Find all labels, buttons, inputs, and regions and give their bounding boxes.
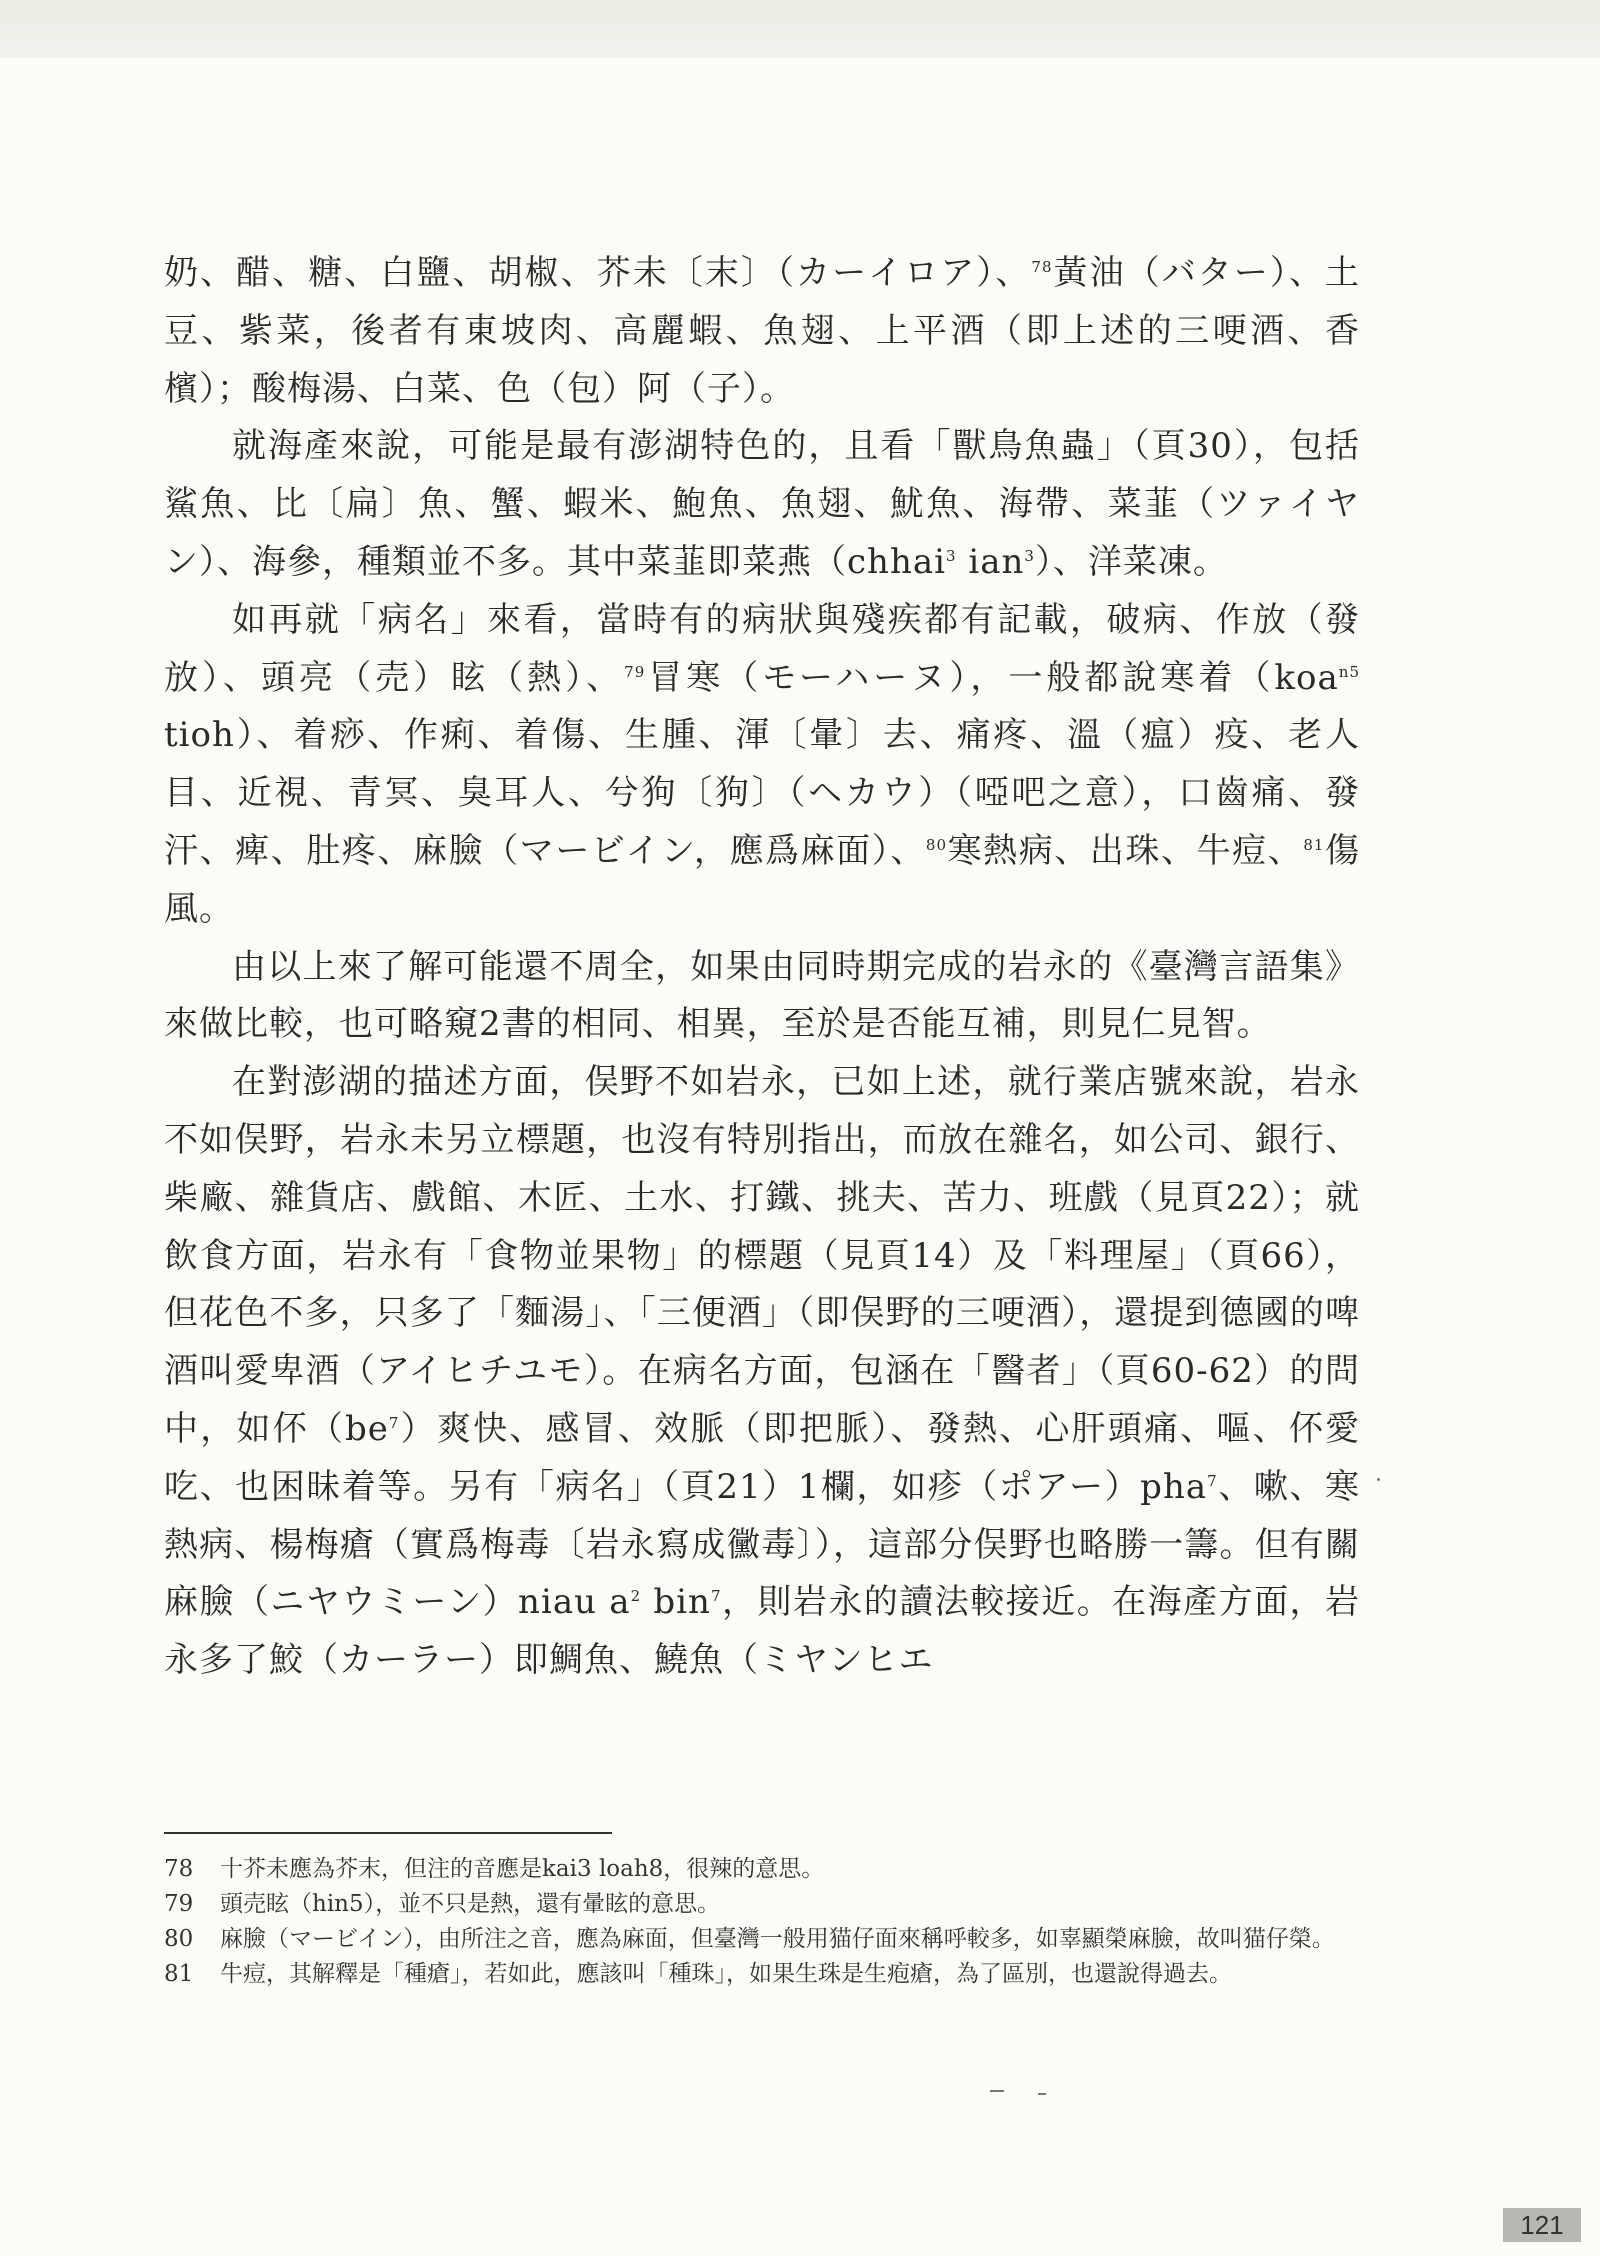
text-run: 在對澎湖的描述方面，俣野不如岩永，已如上述，就行業店號來說，岩永不如俣野，岩永未另立標題，也沒有特別指出，而放在雜名，如公司、銀行、柴廠、雜貨店、戲館、木匠、土水、打鐵、挑夫、苦力、班戲（見頁22）；就飲食方面，岩永有「食物並果物」的標題（見頁14）及「料理屋」（頁66），但花色不多，只多了「麵湯」、「三便酒」（即俣野的三哽酒），還提到德國的啤酒叫愛卑酒（アイヒチユモ）。在病名方面，包涵在「醫者」（頁60-62）的問中，如伓（be [164, 1062, 1360, 1449]
footnote-text: 牛痘，其解釋是「種瘡」，若如此，應該叫「種珠」，如果生珠是生疱瘡，為了區別，也還說得過去。 [220, 1961, 1232, 1987]
footnote-ref: 3 [945, 546, 957, 565]
scan-dot [1377, 1478, 1380, 1481]
paragraph [164, 939, 1360, 1055]
footnote-number: 79 [164, 1891, 194, 1917]
scan-mark [1038, 2093, 1046, 2095]
page-number: 121 [1503, 2208, 1581, 2242]
text-run: ）、洋菜凍。 [1034, 541, 1228, 582]
paragraph [164, 1054, 1360, 1690]
footnote [164, 1887, 1360, 1922]
footnote-number: 81 [164, 1961, 194, 1987]
footnotes [164, 1852, 1360, 1992]
footnote-ref: 7 [710, 1587, 722, 1606]
text-run: 、嗽、寒熱病、楊梅瘡（實爲梅毒〔岩永寫成黴毒〕），這部分俣野也略勝一籌。但有關麻臉（ニヤウミーン）niau a [164, 1466, 1361, 1623]
footnote-ref: 79 [624, 662, 646, 681]
footnote-ref: 2 [630, 1587, 642, 1606]
text-run: ，則岩永的讀法較接近。在海產方面，岩永多了鮫（カーラー）即鯛魚、鱙魚（ミヤンヒエ [164, 1582, 1361, 1681]
footnote-number: 80 [164, 1926, 194, 1952]
text-run: ）爽快、感冒、效脈（即把脈）、發熱、心肝頭痛、嘔、伓愛吃、也困昧着等。另有「病名」（頁21）1欄，如疹（ポアー）pha [164, 1408, 1361, 1507]
footnote-ref: 81 [1303, 835, 1325, 854]
footnote-ref: 3 [1024, 546, 1035, 565]
text-run: ian [956, 541, 1025, 582]
text-run: 黃油（バター）、土豆、紫菜，後者有東坡肉、高麗蝦、魚翅、上平酒（即上述的三哽酒、香檳）；酸梅湯、白菜、色（包）阿（子）。 [164, 253, 1361, 409]
footnote-ref: 78 [1031, 258, 1053, 276]
text-run: 寒熱病、出珠、牛痘、 [947, 830, 1304, 871]
footnote-rule [164, 1832, 612, 1834]
footnote-ref: 7 [1207, 1471, 1218, 1490]
text-run: tioh）、着痧、作痢、着傷、生腫、渾〔暈〕去、痛疼、溫（瘟）疫、老人目、近視、青冥、臭耳人、兮狗〔狗〕（ヘカウ）（啞吧之意），口齒痛、發汗、痺、肚疼、麻臉（マービイン，應爲麻面）、 [164, 715, 1360, 871]
footnote [164, 1922, 1360, 1957]
text-run: 由以上來了解可能還不周全，如果由同時期完成的岩永的《臺灣言語集》來做比較，也可略窺2書的相同、相異，至於是否能互補，則見仁見智。 [164, 946, 1360, 1045]
footnote-text: 十芥未應為芥末，但注的音應是kai3 loah8，很辣的意思。 [220, 1856, 825, 1882]
text-run: 傷風。 [164, 830, 1360, 929]
footnote-ref: 7 [388, 1413, 400, 1432]
footnote-text: 麻臉（マービイン），由所注之音，應為麻面，但臺灣一般用猫仔面來稱呼較多，如辜顯榮麻臉，故叫猫仔榮。 [220, 1926, 1335, 1952]
scan-top-edge [0, 0, 1600, 58]
text-run: bin [641, 1582, 711, 1623]
paragraph [164, 418, 1360, 591]
scan-mark [990, 2090, 1004, 2092]
text-run: 奶、醋、糖、白鹽、胡椒、芥未〔末〕（カーイロア）、 [164, 253, 1032, 293]
footnote-number: 78 [164, 1856, 194, 1882]
footnote-text: 頭売眩（hin5），並不只是熱，還有暈眩的意思。 [220, 1891, 721, 1917]
footnote [164, 1957, 1360, 1992]
footnote-ref: n5 [1338, 662, 1360, 681]
text-run: 如再就「病名」來看，當時有的病狀與殘疾都有記載，破病、作放（發放）、頭亮（売）眩（熱）、 [164, 599, 1360, 698]
paragraph [164, 245, 1360, 418]
footnote-ref: 80 [925, 835, 947, 854]
text-run: 冒寒（モーハーヌ），一般都說寒着（koa [645, 657, 1339, 698]
footnote [164, 1852, 1360, 1887]
paragraph [164, 592, 1360, 939]
body-text [164, 245, 1360, 1690]
text-run: 就海產來說，可能是最有澎湖特色的，且看「獸鳥魚蟲」（頁30），包括鯊魚、比〔扁〕魚、蟹、蝦米、鮑魚、魚翅、魷魚、海帶、菜韮（ツァイヤン）、海參，種類並不多。其中菜韮即菜燕（chhai [164, 426, 1360, 582]
